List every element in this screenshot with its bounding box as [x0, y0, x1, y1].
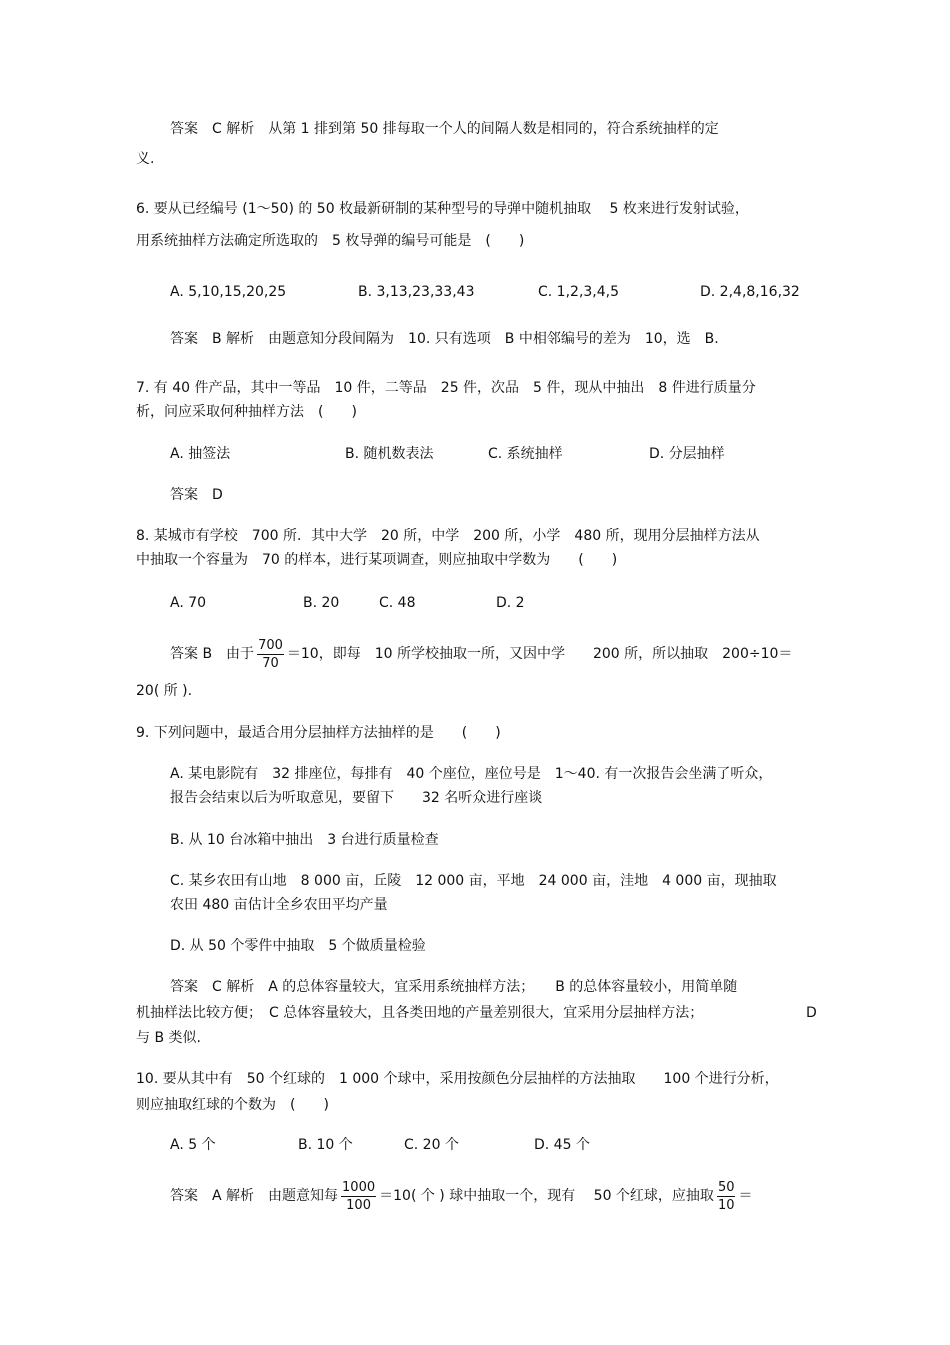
q10-option-a: A. 5 个 — [170, 1137, 216, 1153]
q10-fraction-2-numerator: 50 — [717, 1179, 735, 1195]
q10-stem-line2: 则应抽取红球的个数为 ( ) — [136, 1097, 329, 1113]
q9-option-c-line2: 农田 480 亩估计全乡农田平均产量 — [170, 897, 388, 913]
q10-answer-end: ＝ — [738, 1188, 753, 1204]
q6-answer: 答案 B 解析 由题意知分段间隔为 10. 只有选项 B 中相邻编号的差为 10，选 B. — [170, 331, 719, 347]
q8-answer-suffix: ＝10，即每 10 所学校抽取一所，又因中学 200 所，所以抽取 200÷10＝ — [286, 646, 793, 662]
q9-answer-line1: 答案 C 解析 A 的总体容量较大，宜采用系统抽样方法； B 的总体容量较小，用简单随 — [170, 979, 738, 995]
q10-fraction-2-denominator: 10 — [717, 1197, 735, 1213]
q7-option-d: D. 分层抽样 — [649, 446, 725, 462]
q8-option-c: C. 48 — [379, 595, 416, 611]
q10-fraction-1-numerator: 1000 — [342, 1179, 376, 1195]
q8-option-b: B. 20 — [303, 595, 340, 611]
q10-answer-middle: ＝10( 个 ) 球中抽取一个，现有 50 个红球，应抽取 — [379, 1188, 714, 1204]
q10-fraction-1 — [341, 1180, 376, 1213]
q6-option-a: A. 5,10,15,20,25 — [170, 284, 287, 300]
q9-answer-line2: 机抽样法比较方便； C 总体容量较大，且各类田地的产量差别很大，宜采用分层抽样方法； — [136, 1005, 704, 1021]
q9-option-a-line2: 报告会结束以后为听取意见，要留下 32 名听众进行座谈 — [170, 790, 543, 806]
q8-stem-line2: 中抽取一个容量为 70 的样本，进行某项调查，则应抽取中学数为 ( ) — [136, 552, 618, 568]
q8-fraction — [257, 638, 284, 671]
q8-fraction-denominator: 70 — [262, 655, 279, 671]
q9-option-b: B. 从 10 台冰箱中抽出 3 台进行质量检查 — [170, 832, 439, 848]
q10-answer-line1 — [170, 1178, 752, 1214]
q10-answer-prefix: 答案 A 解析 由题意知每 — [170, 1188, 339, 1204]
q9-option-d: D. 从 50 个零件中抽取 5 个做质量检验 — [170, 938, 426, 954]
q7-option-c: C. 系统抽样 — [488, 446, 563, 462]
q5-answer-line2: 义. — [136, 151, 155, 167]
q10-option-b: B. 10 个 — [298, 1137, 353, 1153]
q6-option-c: C. 1,2,3,4,5 — [538, 284, 620, 300]
q8-fraction-numerator: 700 — [258, 637, 283, 653]
q9-option-c-line1: C. 某乡农田有山地 8 000 亩，丘陵 12 000 亩，平地 24 000 亩，洼地 4 000 亩，现抽取 — [170, 873, 777, 889]
q9-answer-line3: 与 B 类似. — [136, 1030, 201, 1046]
q8-answer-line1 — [170, 636, 792, 672]
q7-stem-line2: 析，问应采取何种抽样方法 ( ) — [136, 404, 357, 420]
q6-stem-line2: 用系统抽样方法确定所选取的 5 枚导弹的编号可能是 ( ) — [136, 233, 525, 249]
q6-stem-line1: 6. 要从已经编号 (1～50) 的 50 枚最新研制的某种型号的导弹中随机抽取 5 枚来进行发射试验， — [136, 201, 749, 217]
q6-option-d: D. 2,4,8,16,32 — [700, 284, 800, 300]
q8-stem-line1: 8. 某城市有学校 700 所．其中大学 20 所，中学 200 所，小学 480 所，现用分层抽样方法从 — [136, 528, 760, 544]
q7-option-b: B. 随机数表法 — [345, 446, 434, 462]
q8-option-d: D. 2 — [496, 595, 525, 611]
q5-answer-line1: 答案 C 解析 从第 1 排到第 50 排每取一个人的间隔人数是相同的，符合系统抽样的定 — [170, 121, 719, 137]
q9-stem: 9. 下列问题中，最适合用分层抽样方法抽样的是 ( ) — [136, 725, 501, 741]
q10-option-d: D. 45 个 — [534, 1137, 590, 1153]
q6-option-b: B. 3,13,23,33,43 — [358, 284, 475, 300]
q8-option-a: A. 70 — [170, 595, 207, 611]
q7-answer: 答案 D — [170, 487, 223, 503]
q7-option-a: A. 抽签法 — [170, 446, 231, 462]
q7-stem-line1: 7. 有 40 件产品，其中一等品 10 件，二等品 25 件，次品 5 件，现从中抽出 8 件进行质量分 — [136, 380, 756, 396]
q9-option-a-line1: A. 某电影院有 32 排座位，每排有 40 个座位，座位号是 1～40. 有一次报告会坐满了听众， — [170, 766, 773, 782]
q10-stem-line1: 10. 要从其中有 50 个红球的 1 000 个球中，采用按颜色分层抽样的方法抽取 100 个进行分析， — [136, 1071, 779, 1087]
q10-fraction-1-denominator: 100 — [346, 1197, 371, 1213]
q10-option-c: C. 20 个 — [404, 1137, 459, 1153]
q9-answer-line2-end: D — [806, 1005, 817, 1021]
q8-answer-prefix: 答案 B 由于 — [170, 646, 255, 662]
q8-answer-line2: 20( 所 ). — [136, 683, 193, 699]
q10-fraction-2 — [717, 1180, 736, 1213]
